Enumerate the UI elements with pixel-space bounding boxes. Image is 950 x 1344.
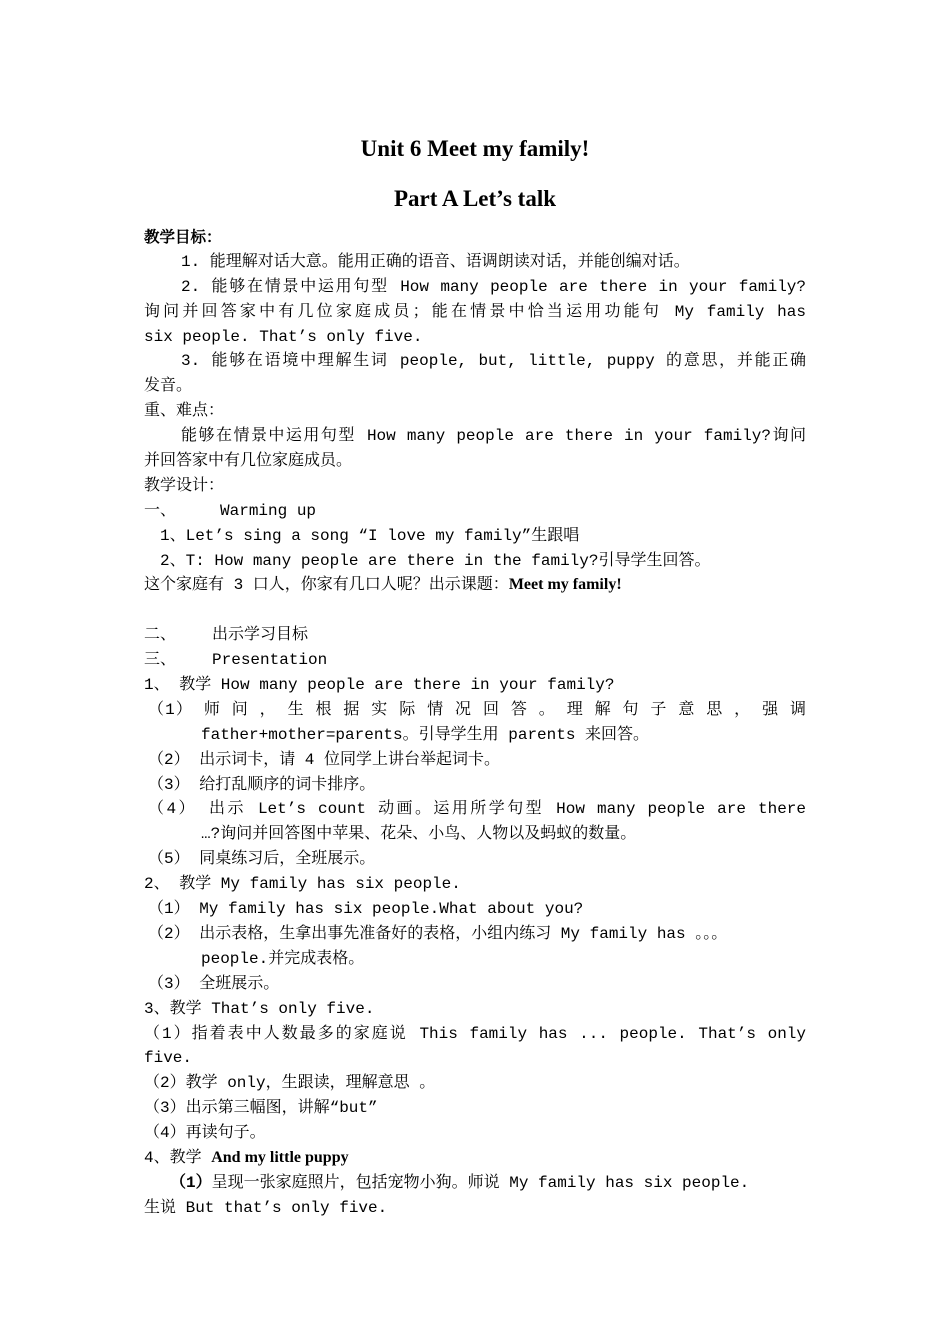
presentation-4-item-1-text: 呈现一张家庭照片，包括宠物小狗。师说 My family has six people. <box>211 1173 750 1192</box>
presentation-3-item-2: （2）教学 only，生跟读，理解意思 。 <box>144 1074 436 1093</box>
document-body <box>144 225 806 1221</box>
presentation-1-item-3: （3） 给打乱顺序的词卡排序。 <box>148 775 376 794</box>
section-2-title: 出示学习目标 <box>212 626 309 645</box>
presentation-3-item-4: （4）再读句子。 <box>144 1124 266 1143</box>
section-3-number: 三、 <box>144 651 177 670</box>
section-2-number: 二、 <box>144 626 177 645</box>
presentation-2-item-2-line-2: people.并完成表格。 <box>201 949 365 968</box>
presentation-4-heading-prefix: 4、教学 <box>144 1148 212 1167</box>
presentation-4-heading <box>144 1146 806 1171</box>
key-points-line-1: 能够在情景中运用句型 How many people are there in your family?询问 <box>181 427 806 446</box>
presentation-4-item-1-line-1 <box>144 1171 806 1196</box>
presentation-3-item-1-line-2: five. <box>144 1049 193 1068</box>
key-points-line-2: 并回答家中有几位家庭成员。 <box>144 452 353 471</box>
goal-3-line-1: 3. 能够在语境中理解生词 people, but, little, puppy 的意思，并能正确 <box>181 352 806 371</box>
key-points-heading: 重、难点： <box>144 402 225 421</box>
section-2-heading <box>144 623 806 648</box>
presentation-1-item-4-line-2: …?询问并回答图中苹果、花朵、小鸟、人物以及蚂蚁的数量。 <box>201 825 637 844</box>
document-title: Unit 6 Meet my family! <box>360 136 590 161</box>
presentation-3-heading: 3、教学 That’s only five. <box>144 999 375 1018</box>
presentation-4-heading-title: And my little puppy <box>211 1148 349 1166</box>
presentation-2-item-3: （3） 全班展示。 <box>148 974 280 993</box>
goal-2-line-3: six people. That’s only five. <box>144 327 423 346</box>
presentation-1-item-5: （5） 同桌练习后，全班展示。 <box>148 850 376 869</box>
section-1-item-1: 1、Let’s sing a song “I love my family”生跟唱 <box>160 526 580 545</box>
goal-1: 1. 能理解对话大意。能用正确的语音、语调朗读对话，并能创编对话。 <box>181 252 690 271</box>
section-3-title: Presentation <box>212 651 328 670</box>
section-1-number: 一、 <box>144 501 177 520</box>
presentation-2-item-1: （1） My family has six people.What about you? <box>148 900 584 919</box>
course-title: Meet my family! <box>508 576 622 594</box>
goal-2-line-1: 2. 能够在情景中运用句型 How many people are there in your family? <box>181 277 806 296</box>
blank-line <box>144 598 806 623</box>
section-1-item-2: 2、T: How many people are there in the family?引导学生回答。 <box>160 551 711 570</box>
presentation-2-item-2-line-1: （2） 出示表格，生拿出事先准备好的表格，小组内练习 My family has 。。。 <box>148 924 728 943</box>
presentation-4-item-1-line-2: 生说 But that’s only five. <box>144 1198 388 1217</box>
presentation-3-item-3: （3）出示第三幅图，讲解“but” <box>144 1099 378 1118</box>
presentation-1-item-1-line-2: father+mother=parents。引导学生用 parents 来回答。 <box>201 725 650 744</box>
design-heading: 教学设计： <box>144 476 225 495</box>
goal-2-line-2: 询问并回答家中有几位家庭成员；能在情景中恰当运用功能句 My family has <box>144 302 806 321</box>
presentation-2-heading: 2、 教学 My family has six people. <box>144 875 461 894</box>
goals-heading: 教学目标： <box>144 228 222 246</box>
goal-3-line-2: 发音。 <box>144 377 193 396</box>
presentation-4-item-1-number: （1） <box>170 1173 212 1192</box>
section-1-line-3-text: 这个家庭有 3 口人，你家有几口人呢？出示课题： <box>144 576 509 595</box>
presentation-1-item-1-line-1: （1） 师 问 ， 生 根 据 实 际 情 况 回 答 。 理 解 句 子 意 思 ， 强 调 <box>148 700 806 719</box>
presentation-1-item-2: （2） 出示词卡，请 4 位同学上讲台举起词卡。 <box>148 750 501 769</box>
presentation-1-item-4-line-1: （4） 出示 Let’s count 动画。运用所学句型 How many people are there <box>148 800 806 819</box>
section-1-title: Warming up <box>220 501 317 520</box>
section-1-line-3 <box>144 573 806 598</box>
section-1-heading <box>144 499 806 524</box>
document-subtitle: Part A Let’s talk <box>393 186 557 211</box>
presentation-3-item-1-line-1: （1）指着表中人数最多的家庭说 This family has ... people. That’s only <box>144 1024 806 1043</box>
presentation-1-heading: 1、 教学 How many people are there in your family? <box>144 676 615 695</box>
section-3-heading <box>144 648 806 673</box>
